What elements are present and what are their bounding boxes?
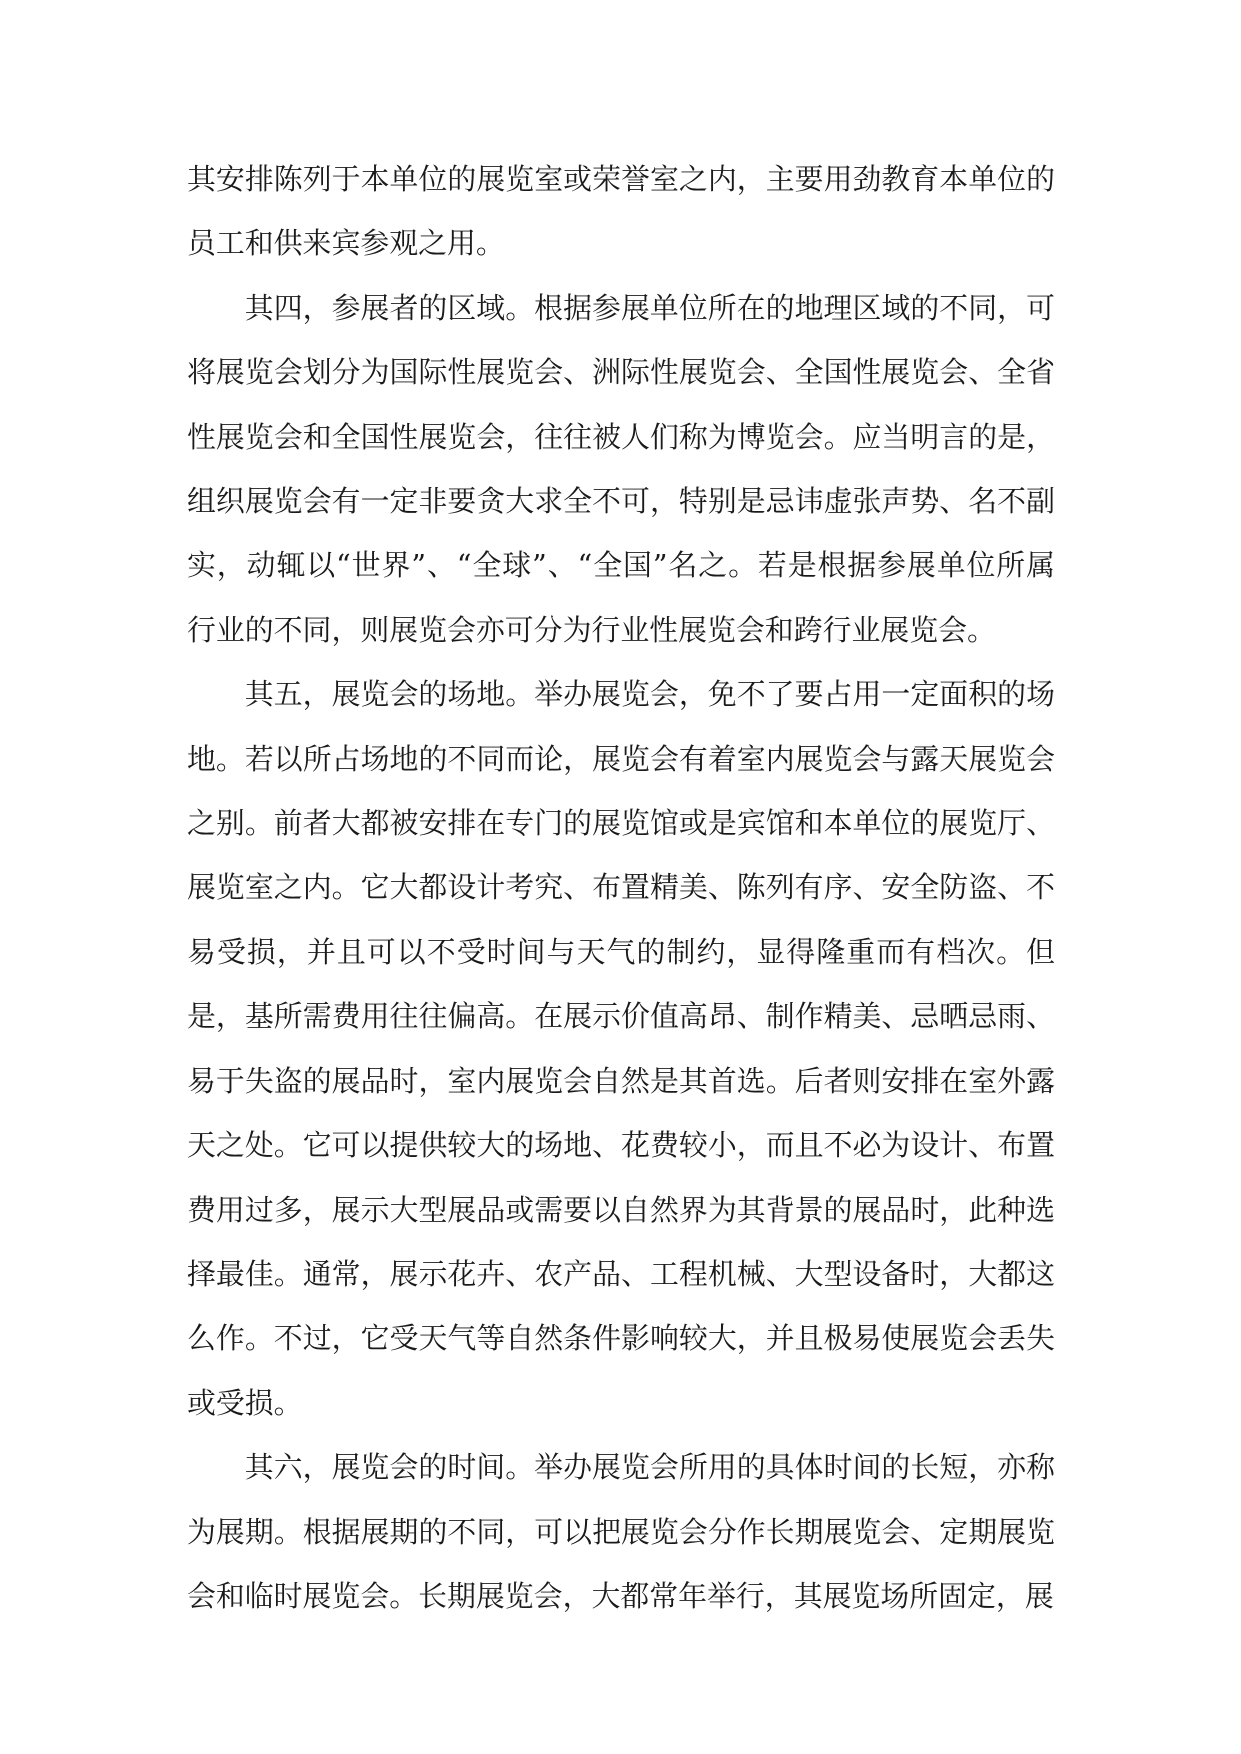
paragraph-venue: 其五，展览会的场地。举办展览会，免不了要占用一定面积的场地。若以所占场地的不同而论，展览会有着室内展览会与露天展览会之别。前者大都被安排在专门的展览馆或是宾馆和本单位的展览厅、展览室之内。它大都设计考究、布置精美、陈列有序、安全防盗、不易受损，并且可以不受时间与天气的制约，显得隆重而有档次。但是，基所需费用往往偏高。在展示价值高昂、制作精美、忌晒忌雨、易于失盗的展品时，室内展览会自然是其首选。后者则安排在室外露天之处。它可以提供较大的场地、花费较小，而且不必为设计、布置费用过多，展示大型展品或需要以自然界为其背景的展品时，此种选择最佳。通常，展示花卉、农产品、工程机械、大型设备时，大都这么作。不过，它受天气等自然条件影响较大，并且极易使展览会丢失或受损。 — [187, 677, 1055, 1420]
paragraph-region: 其四，参展者的区域。根据参展单位所在的地理区域的不同，可将展览会划分为国际性展览会、洲际性展览会、全国性展览会、全省性展览会和全国性展览会，往往被人们称为博览会。应当明言的是，组织展览会有一定非要贪大求全不可，特别是忌讳虚张声势、名不副实，动辄以“世界”、“全球”、“全国”名之。若是根据参展单位所属行业的不同，则展览会亦可分为行业性展览会和跨行业展览会。 — [187, 290, 1055, 647]
body-text — [187, 147, 1055, 1628]
paragraph-continuation: 其安排陈列于本单位的展览室或荣誉室之内，主要用劲教育本单位的员工和供来宾参观之用。 — [187, 162, 1055, 261]
paragraph-duration: 其六，展览会的时间。举办展览会所用的具体时间的长短，亦称为展期。根据展期的不同，可以把展览会分作长期展览会、定期展览会和临时展览会。长期展览会，大都常年举行，其展览场所固定，展 — [187, 1450, 1055, 1613]
